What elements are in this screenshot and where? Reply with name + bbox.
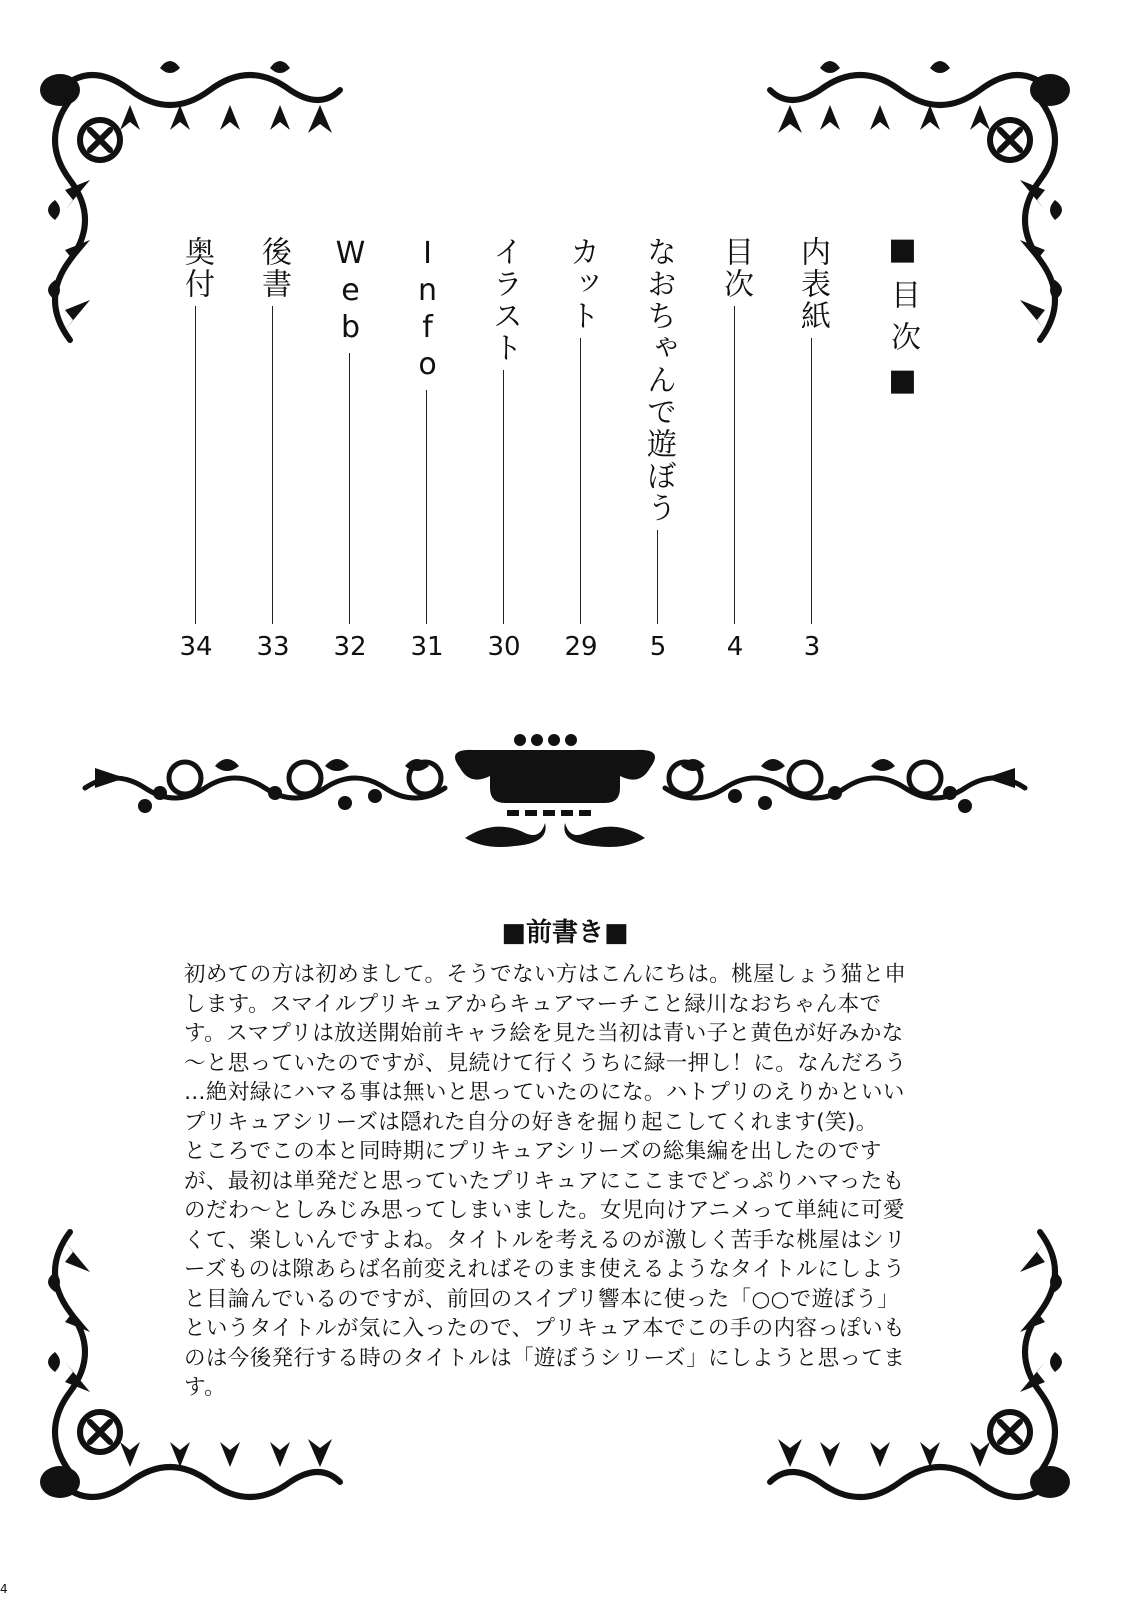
toc-entry <box>713 236 757 676</box>
toc-entry <box>405 236 449 676</box>
toc-entry <box>174 236 218 676</box>
toc-entry-title: イラスト <box>487 236 522 364</box>
preface-line: ーズものは隙あらば名前変えればそのまま使えるようなタイトルにしよう <box>184 1257 906 1282</box>
toc-entry-title: Web <box>333 236 368 347</box>
preface-line: のだわ～としみじみ思ってしまいました。女児向けアニメって単純に可愛 <box>184 1198 905 1223</box>
toc-leader-line <box>580 338 581 624</box>
preface-line: …絶対緑にハマる事は無いと思っていたのにな。ハトプリのえりかといい <box>184 1080 905 1105</box>
toc-entry-page: 30 <box>487 632 521 662</box>
preface-title: ■前書き■ <box>501 918 629 948</box>
toc-entry-page: 33 <box>256 632 290 662</box>
preface-line: プリキュアシリーズは隠れた自分の好きを掘り起こしてくれます(笑)。 <box>184 1109 878 1135</box>
toc-leader-line <box>195 306 196 624</box>
toc-entry-page: 31 <box>410 632 444 662</box>
toc-entry-title: 目次 <box>718 236 753 300</box>
toc-entry <box>559 236 603 676</box>
toc-entry <box>251 236 295 676</box>
preface-line: と目論んでいるのですが、前回のスイプリ響本に使った「○○で遊ぼう」 <box>184 1286 900 1312</box>
preface-line: が、最初は単発だと思っていたプリキュアにここまでどっぷりハマったも <box>184 1168 905 1194</box>
toc-heading: ■目次■ <box>885 232 920 410</box>
toc-leader-line <box>503 370 504 624</box>
toc-entry <box>482 236 526 676</box>
toc-entry-title: 内表紙 <box>795 236 830 332</box>
toc-entry-title: 後書 <box>256 236 291 300</box>
toc-entry <box>790 236 834 676</box>
preface-body <box>184 960 954 1403</box>
preface-line: ～と思っていたのですが、見続けて行くうちに緑一押し！に。なんだろう <box>184 1050 907 1076</box>
toc-entry-title: Info <box>410 236 445 384</box>
toc-entry-page: 32 <box>333 632 367 662</box>
toc-leader-line <box>657 530 658 624</box>
toc-entry <box>636 236 680 676</box>
toc-leader-line <box>426 390 427 624</box>
toc-entry-page: 5 <box>649 632 667 662</box>
toc-entry-page: 3 <box>803 632 821 662</box>
divider-ornament <box>75 728 1035 858</box>
toc-leader-line <box>734 306 735 624</box>
preface-line: くて、楽しいんですよね。タイトルを考えるのが激しく苦手な桃屋はシリ <box>184 1227 906 1253</box>
preface-line: ところでこの本と同時期にプリキュアシリーズの総集編を出したのです <box>184 1139 882 1164</box>
preface-line: 初めての方は初めまして。そうでない方はこんにちは。桃屋しょう猫と申 <box>184 962 907 987</box>
toc-entry-title: カット <box>564 236 599 332</box>
toc-entry-page: 4 <box>726 632 744 662</box>
toc-entry-title: 奥付 <box>179 236 214 300</box>
page-number: 4 <box>0 1582 8 1596</box>
preface-line: というタイトルが気に入ったので、プリキュア本でこの手の内容っぽいも <box>184 1316 905 1341</box>
preface-line: します。スマイルプリキュアからキュアマーチこと緑川なおちゃん本で <box>184 991 882 1017</box>
toc-leader-line <box>272 306 273 624</box>
toc-entry-page: 34 <box>179 632 213 662</box>
toc-entry-page: 29 <box>564 632 598 662</box>
preface-line: す。 <box>184 1375 227 1400</box>
preface-line: のは今後発行する時のタイトルは「遊ぼうシリーズ」にしようと思ってま <box>184 1345 906 1371</box>
toc-entry <box>328 236 372 676</box>
preface-line: す。スマプリは放送開始前キャラ絵を見た当初は青い子と黄色が好みかな <box>184 1021 904 1046</box>
toc-leader-line <box>349 353 350 624</box>
toc-entry-title: なおちゃんで遊ぼう <box>641 236 676 524</box>
toc-leader-line <box>811 338 812 624</box>
